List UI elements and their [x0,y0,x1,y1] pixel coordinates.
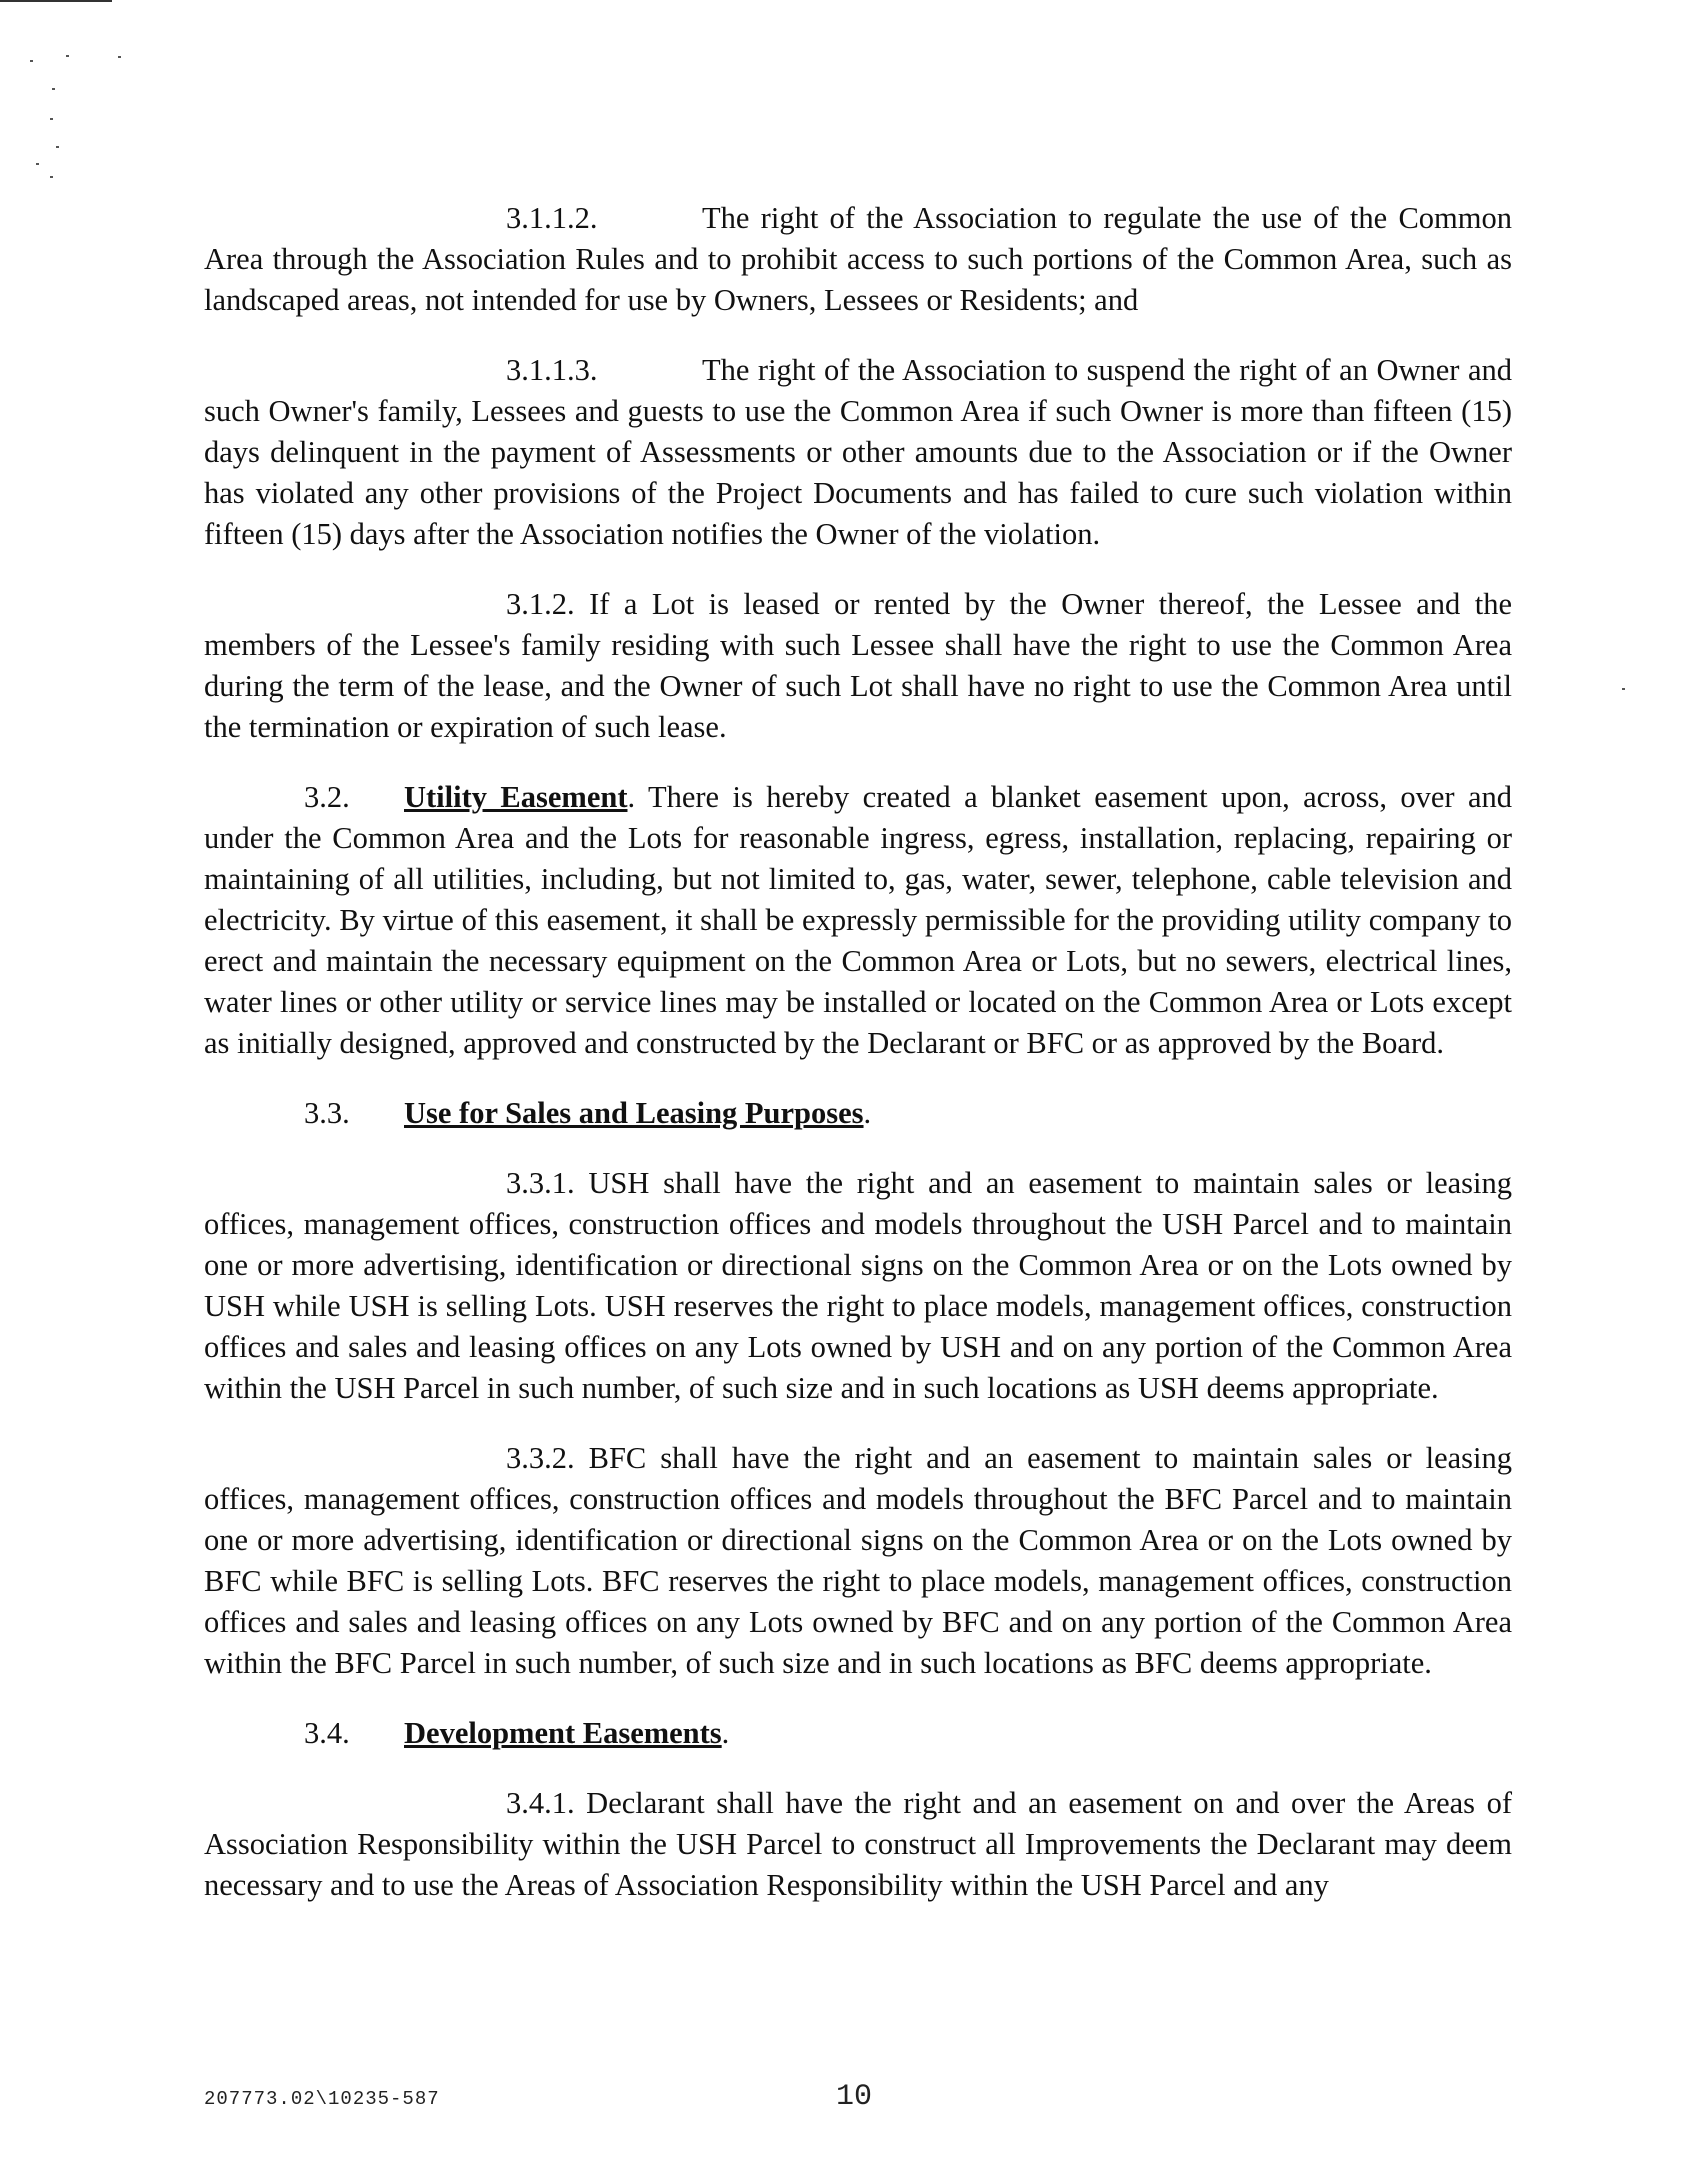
scan-speck [50,176,53,178]
paragraph-3-4-1 [204,1783,1512,1906]
scan-top-rule [0,0,112,2]
scan-speck [36,163,39,165]
section-3-3: 3.3. Use for Sales and Leasing Purposes. [204,1093,1512,1134]
section-3-4: 3.4. Development Easements. [204,1713,1512,1754]
section-number: 3.2. [304,780,350,814]
scan-speck [52,88,55,90]
paragraph-text: If a Lot is leased or rented by the Owner thereof, the Lessee and the members of the Lessee's family residing with such Lessee shall have the right to use the Common Area during the term of the lease, and the Owner of such Lot shall have no right to use the Common Area until the termination or expiration of such lease. [204,587,1513,744]
section-title: Utility Easement [404,780,628,814]
scan-speck [56,146,59,148]
scan-speck [66,55,69,57]
scan-speck [50,118,53,120]
paragraph-text: BFC shall have the right and an easement to maintain sales or leasing offices, management offices, construction offices and models throughout the BFC Parcel and to maintain one or more advertising, identification or directional signs on the Common Area or on the Lots owned by BFC while BFC is selling Lots. BFC reserves the right to place models, management offices, construction offices and sales and leasing offices on any Lots owned by BFC and on any portion of the Common Area within the BFC Parcel in such number, of such size and in such locations as BFC deems appropriate. [204,1441,1513,1680]
scan-speck [1622,688,1625,690]
footer-document-id: 207773.02\10235-587 [204,2088,440,2110]
paragraph-number: 3.4.1. [506,1786,575,1820]
paragraph-number: 3.1.1.2. [506,201,598,235]
paragraph-number: 3.3.1. [506,1166,575,1200]
paragraph-text: Declarant shall have the right and an easement on and over the Areas of Association Responsibility within the USH Parcel to construct all Improvements the Declarant may deem necessary and to use the Areas of Association Responsibility within the USH Parcel and any [204,1786,1512,1902]
document-body [204,198,1512,1935]
scan-speck [118,56,121,58]
paragraph-number: 3.1.1.3. [506,353,598,387]
section-title: Use for Sales and Leasing Purposes [404,1096,864,1130]
paragraph-number: 3.1.2. [506,587,575,621]
paragraph-text: The right of the Association to regulate the use of the Common Area through the Association Rules and to prohibit access to such portions of the Common Area, such as landscaped areas, not intended for use by Owners, Lessees or Residents; and [204,201,1512,317]
page-number: 10 [836,2080,873,2114]
paragraph-3-3-2 [204,1438,1512,1684]
paragraph-text: USH shall have the right and an easement to maintain sales or leasing offices, management offices, construction offices and models throughout the USH Parcel and to maintain one or more advertising, identification or directional signs on the Common Area or on the Lots owned by USH while USH is selling Lots. USH reserves the right to place models, management offices, construction offices and sales and leasing offices on any Lots owned by USH and on any portion of the Common Area within the USH Parcel in such number, of such size and in such locations as USH deems appropriate. [204,1166,1512,1405]
paragraph-text: The right of the Association to suspend the right of an Owner and such Owner's family, Lessees and guests to use the Common Area if such Owner is more than fifteen (15) days delinquent in the payment of Assessments or other amounts due to the Association or if the Owner has violated any other provisions of the Project Documents and has failed to cure such violation within fifteen (15) days after the Association notifies the Owner of the violation. [204,353,1512,551]
section-title: Development Easements [404,1716,722,1750]
paragraph-text: There is hereby created a blanket easement upon, across, over and under the Common Area and the Lots for reasonable ingress, egress, installation, replacing, repairing or maintaining of all utilities, including, but not limited to, gas, water, sewer, telephone, cable television and electricity. By virtue of this easement, it shall be expressly permissible for the providing utility company to erect and maintain the necessary equipment on the Common Area or Lots, but no sewers, electrical lines, water lines or other utility or service lines may be installed or located on the Common Area or Lots except as initially designed, approved and constructed by the Declarant or BFC or as approved by the Board. [204,780,1512,1060]
paragraph-3-3-1 [204,1163,1512,1409]
section-number: 3.3. [304,1096,350,1130]
section-number: 3.4. [304,1716,350,1750]
paragraph-3-1-1-2 [204,198,1512,321]
scan-speck [30,60,33,62]
section-3-2: 3.2. Utility Easement. There is hereby created a blanket easement upon, across, over and under the Common Area and the Lots for reasonable ingress, egress, installation, replacing, repairing or maintaining of all utilities, including, but not limited to, gas, water, sewer, telephone, cable television and electricity. By virtue of this easement, it shall be expressly permissible for the providing utility company to erect and maintain the necessary equipment on the Common Area or Lots, but no sewers, electrical lines, water lines or other utility or service lines may be installed or located on the Common Area or Lots except as initially designed, approved and constructed by the Declarant or BFC or as approved by the Board. [204,777,1512,1064]
paragraph-number: 3.3.2. [506,1441,575,1475]
paragraph-3-1-1-3 [204,350,1512,555]
paragraph-3-1-2 [204,584,1512,748]
